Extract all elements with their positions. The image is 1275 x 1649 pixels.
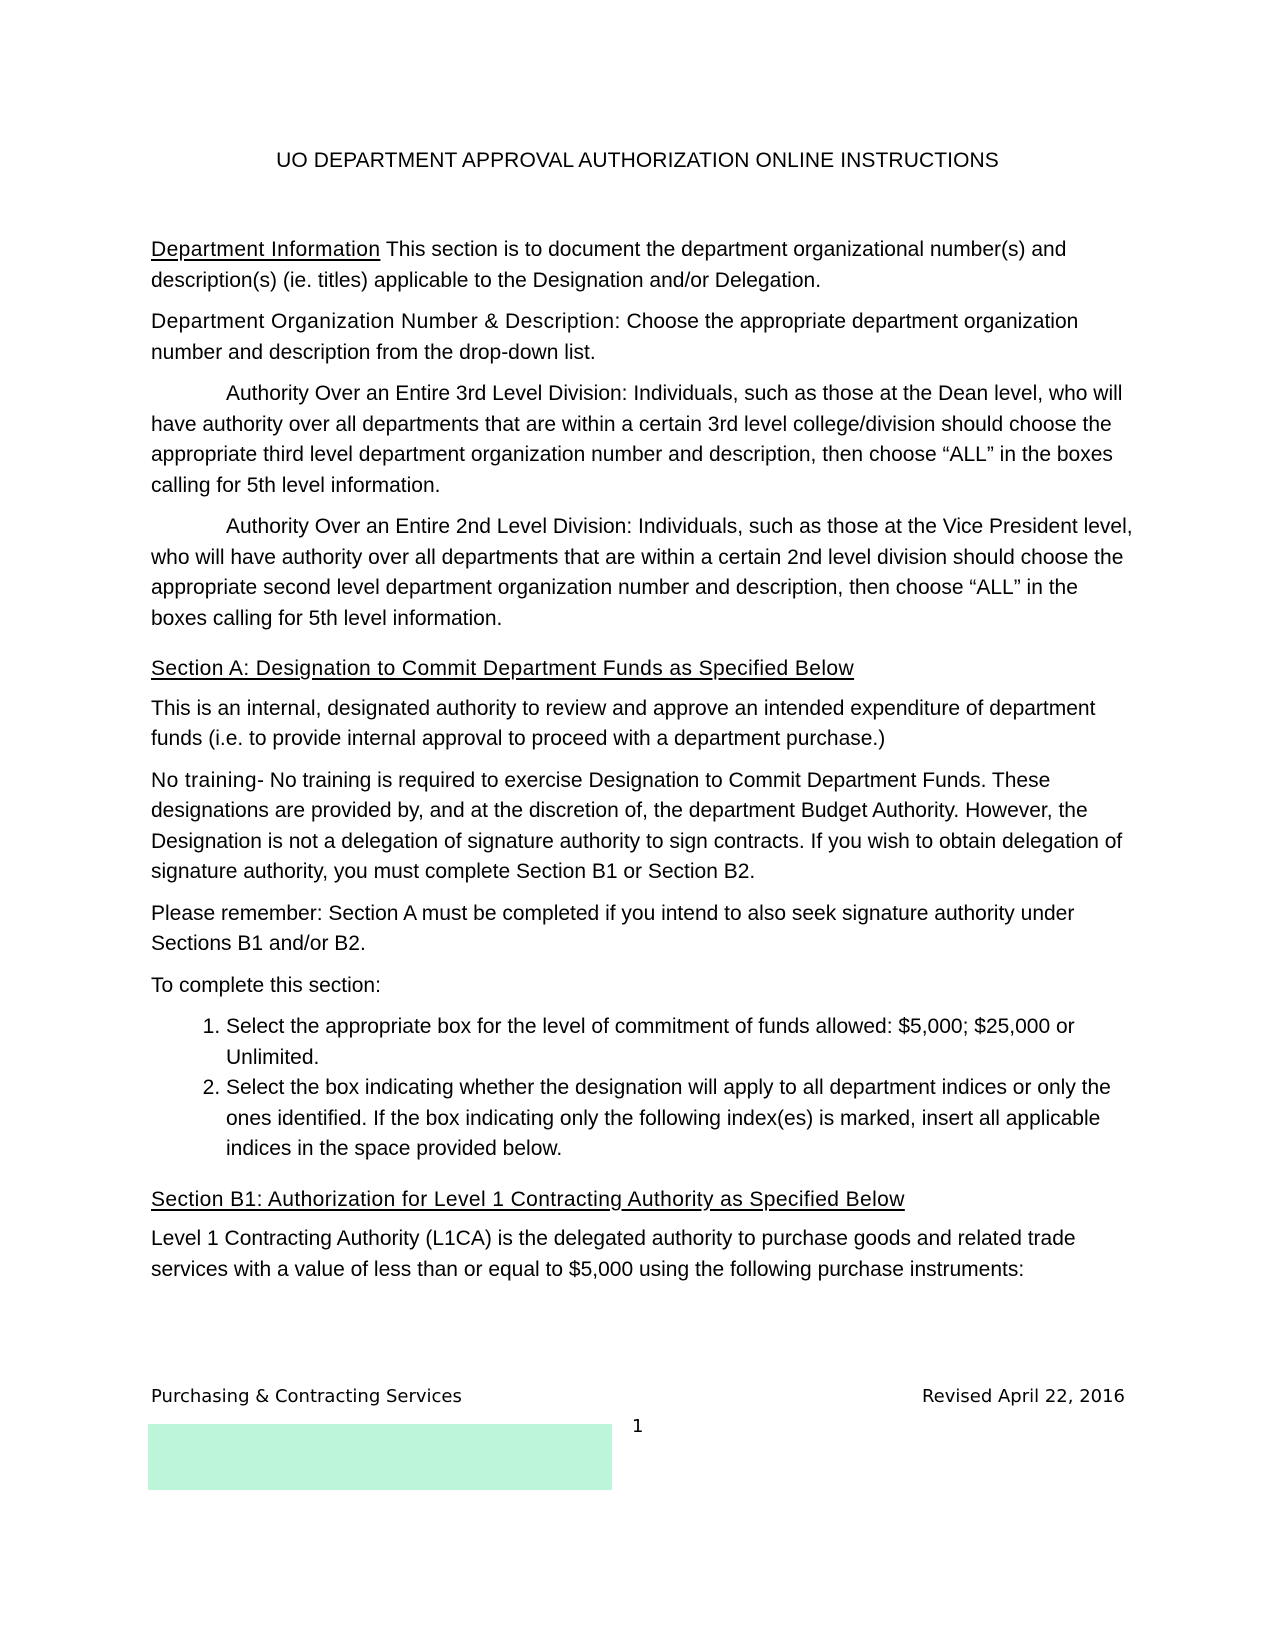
- training-label: No training: [151, 768, 257, 792]
- department-information-paragraph: [151, 235, 1133, 296]
- department-organization-text: Choose the appropriate department organization number and description from the drop-down list.: [151, 310, 1079, 364]
- department-information-heading: Department Information: [151, 238, 381, 261]
- list-item: 1. Select the appropriate box for the level of commitment of funds allowed: $5,000; $25,000 or Unlimited.: [226, 1012, 1133, 1073]
- second-level-division-paragraph: Authority Over an Entire 2nd Level Division: Individuals, such as those at the Vice President level, who will have authority over all departments that are within a certain 2nd level division should choose the appropriate second level department organization number and description, then choose “ALL” in the boxes calling for 5th level information.: [151, 515, 1133, 630]
- section-a-training-paragraph: [151, 766, 1133, 888]
- footer-right: Revised April 22, 2016: [921, 1386, 1125, 1407]
- section-b1-heading: Section B1: Authorization for Level 1 Contracting Authority as Specified Below: [151, 1187, 905, 1211]
- document-body: [151, 235, 1133, 1296]
- footer-left: Purchasing & Contracting Services: [151, 1386, 462, 1407]
- page-number: 1: [632, 1416, 644, 1437]
- training-text: - No training is required to exercise Designation to Commit Department Funds. These designations are provided by, and at the discretion of, the department Budget Authority. However, the Designation is not a delegation of signature authority to sign contracts. If you wish to obtain delegation of signature authority, you must complete Section B1 or Section B2.: [151, 768, 1123, 883]
- section-a-heading-paragraph: [151, 654, 1133, 685]
- section-a-to-complete: To complete this section:: [151, 973, 381, 997]
- section-b1-text: Level 1 Contracting Authority (L1CA) is the delegated authority to purchase goods and related trade services with a value of less than or equal to $5,000 using the following purchase instruments:: [151, 1227, 1076, 1281]
- department-organization-paragraph: [151, 307, 1133, 368]
- page-title: UO DEPARTMENT APPROVAL AUTHORIZATION ONLINE INSTRUCTIONS: [276, 149, 999, 172]
- section-a-steps-list: [151, 1012, 1133, 1165]
- highlight-box: [148, 1424, 612, 1490]
- section-a-remember: Please remember: Section A must be completed if you intend to also seek signature authority under Sections B1 and/or B2.: [151, 901, 1075, 955]
- department-organization-label: Department Organization Number & Description:: [151, 310, 621, 333]
- section-a-intro: This is an internal, designated authority to review and approve an intended expenditure of department funds (i.e. to provide internal approval to proceed with a department purchase.): [151, 696, 1096, 750]
- department-information-text: This section is to document the department organizational number(s) and description(s) (ie. titles) applicable to the Designation and/or Delegation.: [151, 238, 1067, 292]
- third-level-division-paragraph: Authority Over an Entire 3rd Level Division: Individuals, such as those at the Dean level, who will have authority over all departments that are within a certain 3rd level college/division should choose the appropriate third level department organization number and description, then choose “ALL” in the boxes calling for 5th level information.: [151, 382, 1123, 497]
- section-a-heading: Section A: Designation to Commit Department Funds as Specified Below: [151, 657, 855, 680]
- list-item: 2. Select the box indicating whether the designation will apply to all department indices or only the ones identified. If the box indicating only the following index(es) is marked, insert all applicable indices in the space provided below.: [226, 1073, 1133, 1165]
- section-b1-heading-paragraph: [151, 1185, 1133, 1216]
